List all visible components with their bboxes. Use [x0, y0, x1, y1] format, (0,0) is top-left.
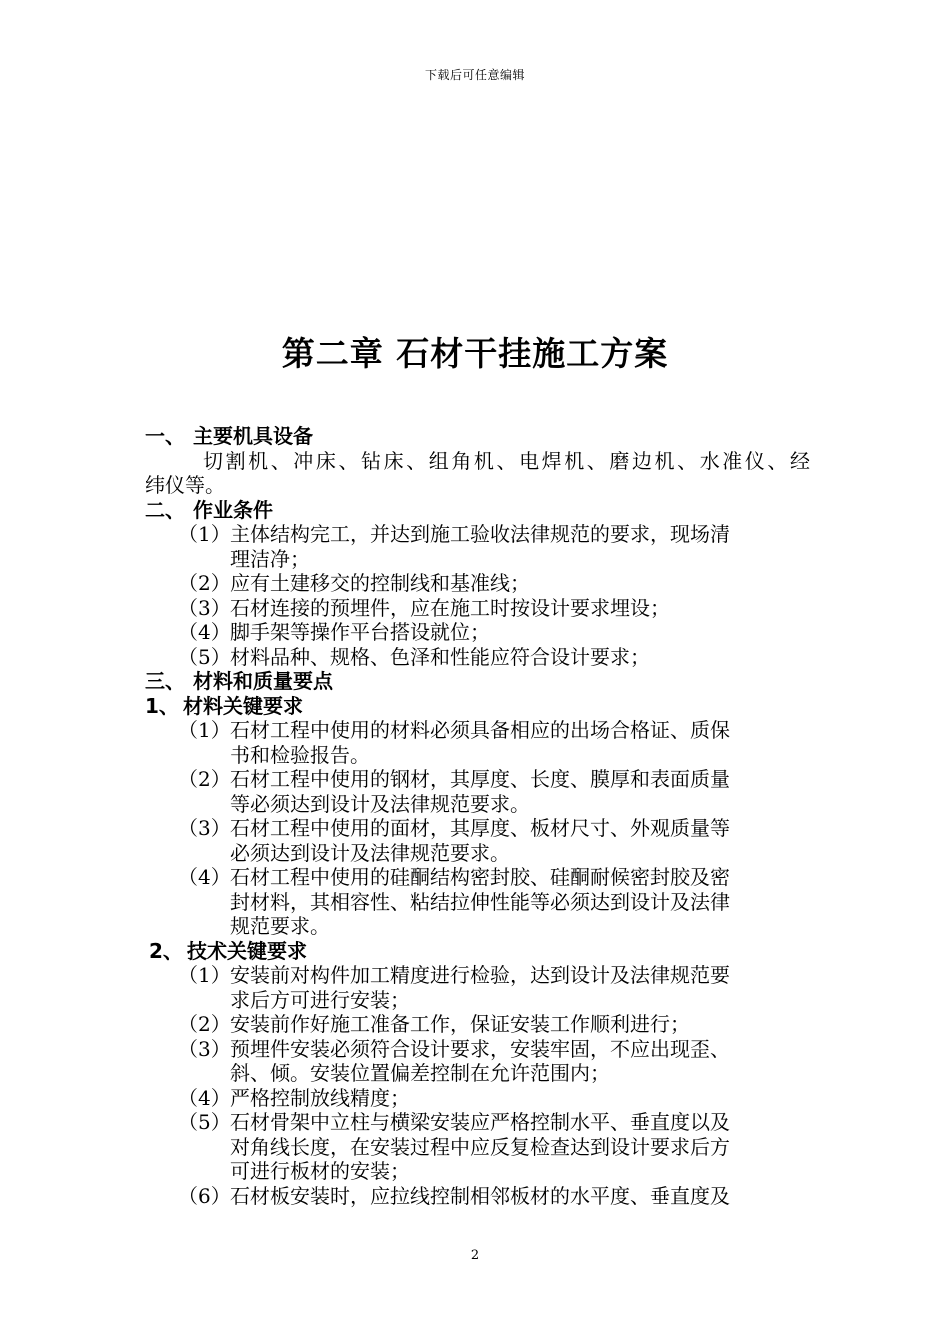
page-header: 下载后可任意编辑 — [424, 68, 525, 82]
item-text: 规范要求。 — [230, 914, 330, 938]
list-item-line — [145, 841, 810, 866]
list-item-line — [145, 571, 810, 596]
list-item-line — [145, 792, 810, 817]
subsection-number: 1、 — [145, 693, 179, 718]
item-text: 石材骨架中立柱与横梁安装应严格控制水平、垂直度以及 — [230, 1110, 730, 1134]
list-item-line — [145, 1012, 810, 1037]
item-text: 应有土建移交的控制线和基准线； — [230, 571, 530, 595]
item-text: 石材工程中使用的硅酮结构密封胶、硅酮耐候密封胶及密 — [230, 865, 730, 889]
item-text: 严格控制放线精度； — [230, 1085, 410, 1110]
item-label: （2） — [178, 1012, 231, 1036]
section-number: 二、 — [145, 497, 185, 522]
list-item-line — [145, 1159, 810, 1184]
list-item-line — [145, 1184, 810, 1209]
item-label: （6） — [178, 1183, 231, 1208]
list-item-line — [145, 890, 810, 915]
item-text: 石材板安装时，应拉线控制相邻板材的水平度、垂直度及 — [230, 1183, 730, 1208]
list-item-line — [145, 767, 810, 792]
item-label: （1） — [178, 963, 231, 987]
item-list — [145, 718, 810, 939]
item-label: （4） — [178, 620, 231, 644]
item-text: 等必须达到设计及法律规范要求。 — [230, 791, 530, 816]
item-text: 可进行板材的安装； — [230, 1159, 410, 1183]
item-label: （4） — [178, 865, 231, 889]
paragraph-line: 纬仪等。 — [145, 473, 225, 497]
list-item-line — [145, 1061, 810, 1086]
item-text: 主体结构完工，并达到施工验收法律规范的要求，现场清 — [230, 522, 730, 546]
item-label: （1） — [178, 718, 231, 742]
section-heading — [145, 424, 810, 449]
item-text: 石材工程中使用的材料必须具备相应的出场合格证、质保 — [230, 718, 730, 742]
item-label: （3） — [178, 595, 231, 620]
item-list — [145, 963, 810, 1208]
item-text: 理洁净； — [230, 546, 310, 571]
item-text: 石材工程中使用的面材，其厚度、板材尺寸、外观质量等 — [230, 816, 730, 840]
item-label: （4） — [178, 1085, 231, 1110]
list-item-line — [145, 963, 810, 988]
section-title: 主要机具设备 — [193, 424, 313, 448]
section-number: 三、 — [145, 669, 185, 693]
item-label: （5） — [178, 644, 231, 669]
item-text: 材料品种、规格、色泽和性能应符合设计要求； — [230, 644, 650, 669]
page-number: 2 — [470, 1248, 480, 1263]
list-item-line — [145, 522, 810, 547]
item-label: （5） — [178, 1110, 231, 1134]
item-text: 封材料，其相容性、粘结拉伸性能等必须达到设计及法律 — [230, 889, 730, 914]
item-text: 斜、倾。安装位置偏差控制在允许范围内； — [230, 1061, 610, 1085]
paragraph-line: 切割机、冲床、钻床、组角机、电焊机、磨边机、水准仪、经 — [203, 448, 810, 473]
item-text: 求后方可进行安装； — [230, 987, 410, 1012]
list-item-line — [145, 645, 810, 670]
list-item-line — [145, 988, 810, 1013]
subsection-heading — [145, 694, 810, 719]
item-text: 书和检验报告。 — [230, 742, 370, 767]
section-number: 一、 — [145, 424, 185, 448]
list-item-line — [145, 718, 810, 743]
item-label: （3） — [178, 816, 231, 840]
list-item-line — [145, 1135, 810, 1160]
subsection-heading — [145, 939, 810, 964]
item-text: 必须达到设计及法律规范要求。 — [230, 840, 510, 865]
item-text: 安装前对构件加工精度进行检验，达到设计及法律规范要 — [230, 963, 730, 987]
list-item-line — [145, 914, 810, 939]
item-text: 石材工程中使用的钢材，其厚度、长度、膜厚和表面质量 — [230, 767, 730, 791]
item-text: 安装前作好施工准备工作，保证安装工作顺利进行； — [230, 1012, 690, 1036]
list-item-line — [145, 596, 810, 621]
item-text: 预埋件安装必须符合设计要求，安装牢固，不应出现歪、 — [230, 1036, 730, 1061]
chapter-title: 第二章 石材干挂施工方案 — [281, 334, 669, 373]
section-heading — [145, 498, 810, 523]
item-text: 对角线长度，在安装过程中应反复检查达到设计要求后方 — [230, 1134, 730, 1159]
list-item-line — [145, 1110, 810, 1135]
list-item-line — [145, 816, 810, 841]
item-list — [145, 522, 810, 669]
item-text: 脚手架等操作平台搭设就位； — [230, 620, 490, 644]
subsection-title: 技术关键要求 — [187, 938, 307, 963]
list-item-line — [145, 620, 810, 645]
section-title: 材料和质量要点 — [193, 669, 333, 693]
list-item-line — [145, 1037, 810, 1062]
item-label: （3） — [178, 1036, 231, 1061]
subsection-title: 材料关键要求 — [183, 693, 303, 718]
list-item-line — [145, 547, 810, 572]
item-label: （2） — [178, 571, 231, 595]
list-item-line — [145, 1086, 810, 1111]
list-item-line — [145, 865, 810, 890]
item-label: （2） — [178, 767, 231, 791]
section-heading — [145, 669, 810, 694]
list-item-line — [145, 743, 810, 768]
item-text: 石材连接的预埋件，应在施工时按设计要求埋设； — [230, 595, 670, 620]
section-title: 作业条件 — [193, 497, 273, 522]
subsection-number: 2、 — [149, 938, 183, 963]
item-label: （1） — [178, 522, 231, 546]
document-body — [145, 424, 810, 1208]
